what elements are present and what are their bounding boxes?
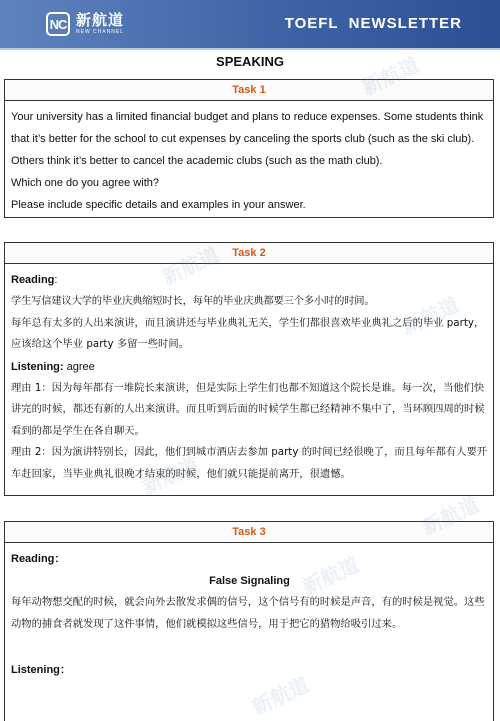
watermark-logo: 新航道 bbox=[248, 672, 313, 720]
task2-listening-line: Listening: agree bbox=[11, 360, 95, 373]
task1-paragraph: Your university has a limited financial budget and plans to reduce expenses. Some students think that it’s better for the school to cut expenses by canceling the sports club (such as the ski club). Others think it’s better to cancel the academic clubs (such as the math club). bbox=[11, 111, 484, 167]
watermark-logo: 新航道 bbox=[358, 52, 423, 100]
task1-heading: Task 1 bbox=[5, 80, 493, 101]
task1-instruction: Please include specific details and examples in your answer. bbox=[11, 199, 306, 211]
page-title: SPEAKING bbox=[216, 54, 284, 69]
task2-reading-label: Reading: bbox=[11, 274, 58, 286]
task1-body bbox=[5, 101, 493, 216]
logo-text bbox=[76, 13, 124, 35]
watermark-logo: 新航道 bbox=[158, 242, 223, 290]
task1-box bbox=[4, 79, 494, 218]
logo bbox=[46, 9, 124, 39]
task3-reading-paragraph: 每年动物想交配的时候，就会向外去散发求偶的信号，这个信号有的时候是声音，有的时候是视觉。这些动物的捕食者就发现了这件事情，他们就模拟这些信号，用于把它的猎物给吸引过来。 bbox=[11, 596, 485, 630]
task2-reading-paragraph-1: 学生写信建议大学的毕业庆典缩短时长，每年的毕业庆典都要三个多小时的时间。 bbox=[11, 295, 375, 307]
task1-question: Which one do you agree with? bbox=[11, 177, 159, 189]
logo-mark-icon: NC bbox=[46, 12, 70, 36]
watermark-logo: 新航道 bbox=[398, 292, 463, 340]
task2-heading: Task 2 bbox=[5, 243, 493, 264]
task2-body bbox=[5, 264, 493, 485]
task3-heading: Task 3 bbox=[5, 522, 493, 543]
header-title: TOEFL NEWSLETTER bbox=[284, 15, 462, 32]
task2-box bbox=[4, 242, 494, 496]
watermark-logo: 新航道 bbox=[138, 452, 203, 500]
task3-box bbox=[4, 521, 494, 721]
task2-reading-paragraph-2: 每年总有太多的人出来演讲，而且演讲还与毕业典礼无关，学生们都很喜欢毕业典礼之后的毕业 party，应该给这个毕业 party 多留一些时间。 bbox=[11, 316, 485, 350]
task3-body bbox=[5, 543, 493, 681]
task3-article-title: False Signaling bbox=[209, 575, 290, 587]
newsletter-header bbox=[0, 0, 500, 50]
task2-reason-2: 理由 2：因为演讲特别长，因此，他们到城市酒店去参加 party 的时间已经很晚了，而且每年都有人要开车赶回家，当毕业典礼很晚才结束的时候，他们就只能提前离开，很遗憾。 bbox=[11, 446, 488, 480]
task2-reason-1: 理由 1：因为每年都有一堆院长来演讲，但是实际上学生们也都不知道这个院长是谁。每一次，当他们快讲完的时候，都还有新的人出来演讲。而且听到后面的时候学生都已经精神不集中了，当环顾四周的时候看到的都是学生在各自聊天。 bbox=[11, 381, 485, 437]
task3-listening-label: Listening： bbox=[11, 664, 71, 676]
logo-cn-text: 新航道 bbox=[76, 11, 125, 29]
task3-reading-label: Reading： bbox=[11, 553, 66, 565]
watermark-logo: 新航道 bbox=[418, 492, 483, 540]
watermark-logo: 新航道 bbox=[298, 552, 363, 600]
logo-en-text: NEW CHANNEL bbox=[76, 29, 124, 35]
